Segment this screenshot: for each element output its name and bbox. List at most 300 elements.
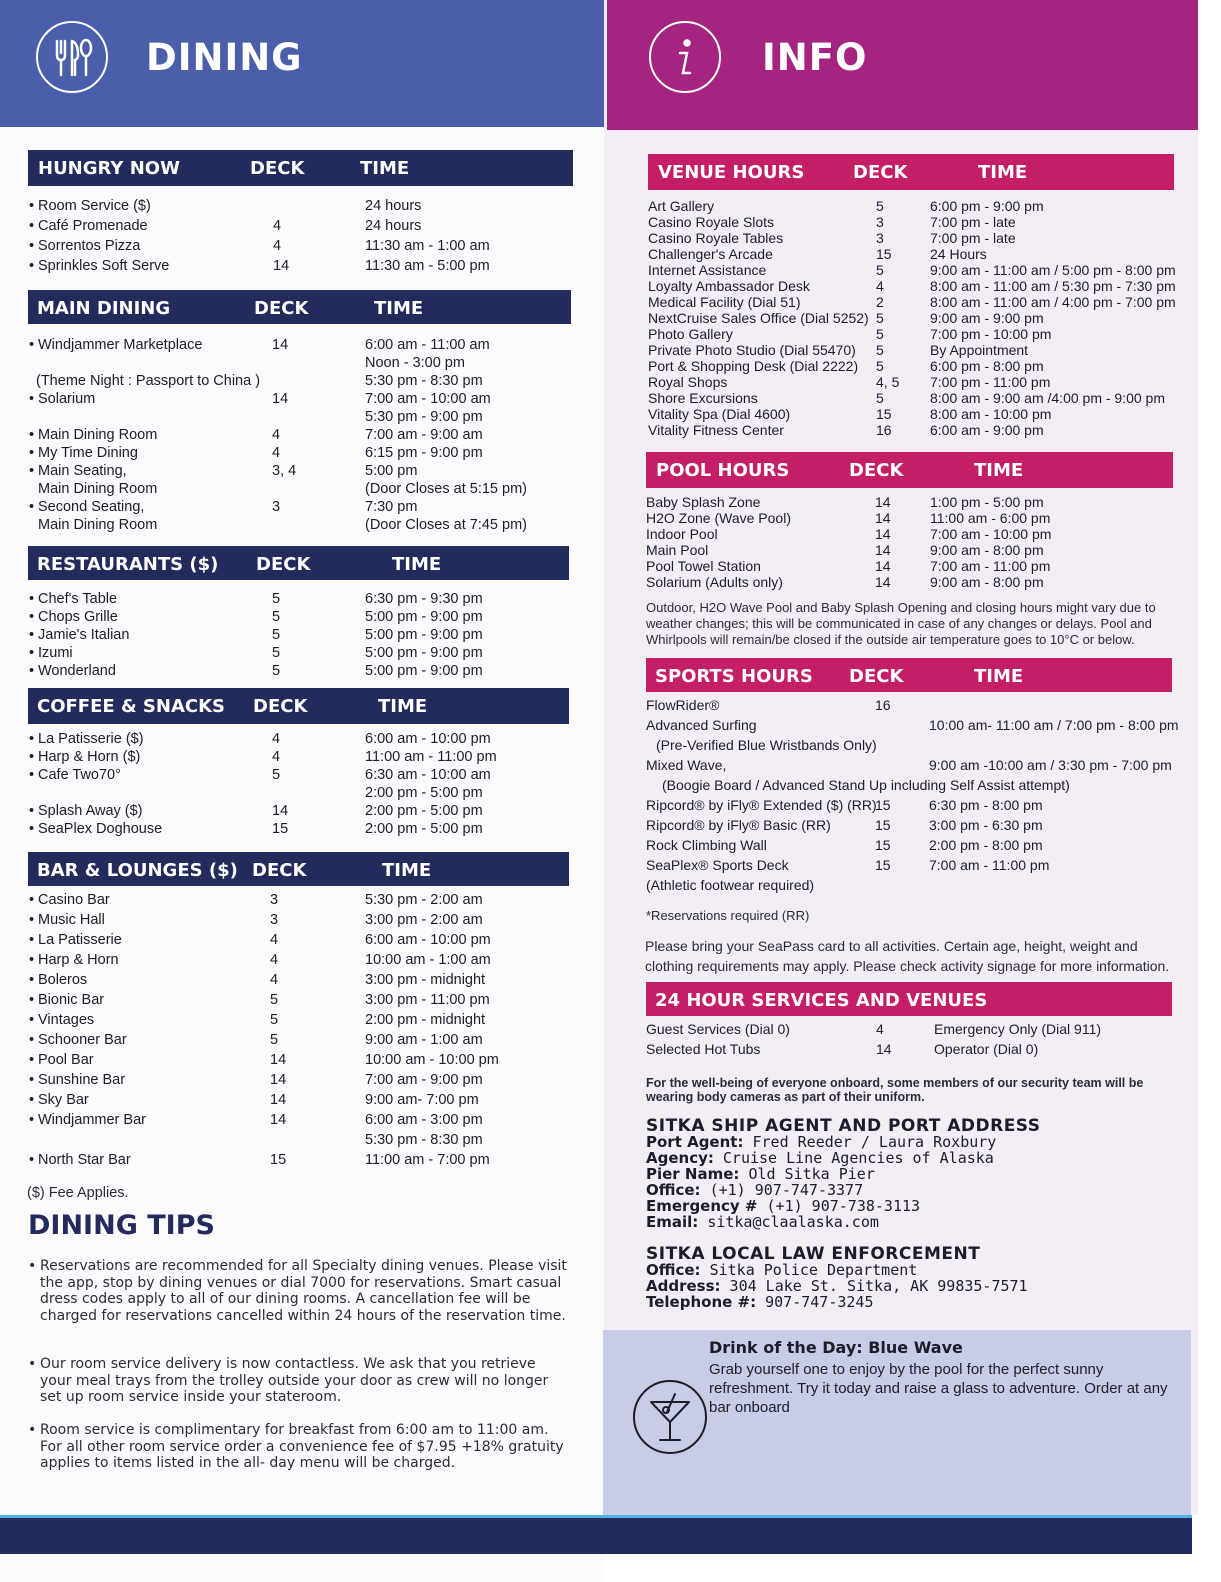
deck-cell: 5 bbox=[272, 663, 281, 679]
time-cell: 6:00 am - 11:00 am bbox=[365, 337, 490, 353]
table-row bbox=[646, 574, 1173, 590]
deck-cell: 4 bbox=[270, 932, 279, 948]
venue-name: Challenger's Arcade bbox=[648, 246, 773, 262]
deck-cell: 3 bbox=[272, 499, 281, 515]
table-row bbox=[646, 796, 1172, 816]
table-row bbox=[28, 1150, 569, 1170]
time-cell: 1:00 pm - 5:00 pm bbox=[930, 494, 1044, 510]
law-value: 907-747-3245 bbox=[765, 1293, 874, 1311]
deck-cell: 14 bbox=[270, 1052, 287, 1068]
time-cell: 10:00 am - 1:00 am bbox=[365, 952, 491, 968]
agent-line bbox=[646, 1134, 1041, 1150]
time-cell: 3:00 pm - 6:30 pm bbox=[929, 817, 1043, 833]
agent-label: Emergency # bbox=[646, 1197, 758, 1215]
time-cell: 6:30 pm - 9:30 pm bbox=[365, 591, 483, 607]
deck-column-header: DECK bbox=[250, 158, 305, 179]
time-cell: 11:30 am - 1:00 am bbox=[365, 238, 490, 254]
agent-value: (+1) 907-738-3113 bbox=[766, 1197, 921, 1215]
bar-lounges-section bbox=[28, 852, 569, 1182]
deck-cell: 5 bbox=[270, 1032, 279, 1048]
deck-cell: 15 bbox=[270, 1152, 287, 1168]
seapass-note: Please bring your SeaPass card to all activities. Certain age, height, weight and clothing requirements may apply. Please check activity signage for more information. bbox=[645, 938, 1170, 974]
deck-column-header: DECK bbox=[254, 298, 309, 319]
table-row bbox=[648, 358, 1174, 374]
table-row bbox=[28, 662, 569, 680]
service-name: Selected Hot Tubs bbox=[646, 1041, 761, 1057]
deck-cell: 4 bbox=[272, 427, 281, 443]
deck-cell: 5 bbox=[272, 645, 281, 661]
law-value: 304 Lake St. Sitka, AK 99835-7571 bbox=[729, 1277, 1028, 1295]
venue-name: • My Time Dining bbox=[38, 444, 138, 462]
venue-name: • Windjammer Bar bbox=[38, 1110, 146, 1130]
main-dining-section bbox=[28, 290, 571, 540]
deck-cell: 5 bbox=[272, 767, 281, 783]
time-cell: 6:30 am - 10:00 am bbox=[365, 767, 491, 783]
table-row bbox=[28, 748, 569, 766]
time-cell: 9:00 am- 7:00 pm bbox=[365, 1092, 479, 1108]
venue-name: • Splash Away ($) bbox=[38, 802, 143, 820]
deck-cell: 14 bbox=[270, 1092, 287, 1108]
venue-name: • Casino Bar bbox=[38, 890, 110, 910]
activity-name: Ripcord® by iFly® Extended ($) (RR) bbox=[646, 797, 877, 813]
drink-title: Drink of the Day: Blue Wave bbox=[709, 1338, 963, 1357]
table-row bbox=[28, 766, 569, 784]
deck-cell: 5 bbox=[270, 1012, 279, 1028]
deck-cell: 5 bbox=[876, 390, 884, 406]
time-cell: 2:00 pm - 8:00 pm bbox=[929, 837, 1043, 853]
time-cell: 6:00 am - 3:00 pm bbox=[365, 1112, 483, 1128]
deck-cell: 4 bbox=[273, 238, 282, 254]
table-row bbox=[28, 408, 571, 426]
time-cell: 3:00 pm - 2:00 am bbox=[365, 912, 483, 928]
deck-column-header: DECK bbox=[849, 460, 904, 481]
table-row bbox=[648, 342, 1174, 358]
deck-cell: 14 bbox=[875, 526, 891, 542]
table-row bbox=[28, 336, 571, 354]
table-row bbox=[648, 230, 1174, 246]
deck-cell: 5 bbox=[876, 262, 884, 278]
time-cell: 5:00 pm bbox=[365, 463, 418, 479]
agent-label: Port Agent: bbox=[646, 1133, 744, 1151]
deck-cell: 15 bbox=[876, 246, 892, 262]
venue-name: Casino Royale Tables bbox=[648, 230, 784, 246]
table-row bbox=[648, 374, 1174, 390]
deck-cell: 14 bbox=[875, 494, 891, 510]
time-cell: 11:00 am - 11:00 pm bbox=[365, 749, 497, 765]
table-row bbox=[28, 626, 569, 644]
table-row bbox=[648, 278, 1174, 294]
dining-banner bbox=[0, 0, 604, 127]
venue-name: • Bionic Bar bbox=[38, 990, 104, 1010]
deck-cell: 14 bbox=[273, 258, 290, 274]
time-cell: 2:00 pm - midnight bbox=[365, 1012, 486, 1028]
venue-name: Art Gallery bbox=[648, 198, 715, 214]
deck-cell: 3, 4 bbox=[272, 463, 297, 479]
venue-name: • Windjammer Marketplace bbox=[38, 336, 202, 354]
time-cell: 3:00 pm - 11:00 pm bbox=[365, 992, 490, 1008]
time-cell: 7:00 am - 10:00 pm bbox=[930, 526, 1052, 542]
service-extra: Emergency Only (Dial 911) bbox=[934, 1021, 1102, 1037]
time-cell: By Appointment bbox=[930, 342, 1029, 358]
activity-note: (Athletic footwear required) bbox=[646, 877, 815, 893]
venue-name: Loyalty Ambassador Desk bbox=[648, 278, 810, 294]
time-cell: 7:00 am - 11:00 pm bbox=[930, 558, 1051, 574]
time-cell: 7:30 pm bbox=[365, 499, 418, 515]
deck-cell: 3 bbox=[270, 912, 279, 928]
table-row bbox=[646, 542, 1173, 558]
table-row bbox=[646, 736, 1172, 756]
table-row bbox=[648, 406, 1174, 422]
agent-line bbox=[646, 1182, 1041, 1198]
activity-note: (Pre-Verified Blue Wristbands Only) bbox=[656, 737, 877, 753]
sports-hours-header bbox=[646, 658, 1172, 692]
venue-name: • Sky Bar bbox=[38, 1090, 89, 1110]
dining-tip: • Our room service delivery is now contactless. We ask that you retrieve your meal trays from the trolley outside your door as crew will no longer set up room service inside your stateroom. bbox=[40, 1356, 570, 1406]
venue-name: • Jamie's Italian bbox=[38, 626, 129, 644]
time-cell: 6:15 pm - 9:00 pm bbox=[365, 445, 483, 461]
time-cell: 9:00 am -10:00 am / 3:30 pm - 7:00 pm bbox=[929, 757, 1172, 773]
dining-tip: • Room service is complimentary for breakfast from 6:00 am to 11:00 am. For all other room service order a convenience fee of $7.95 +18% gratuity applies to items listed in the all- day menu will be charged. bbox=[40, 1422, 570, 1472]
time-cell: 7:00 am - 9:00 pm bbox=[365, 1072, 483, 1088]
time-cell: 24 hours bbox=[365, 198, 422, 214]
deck-cell: 14 bbox=[875, 558, 891, 574]
agent-value: Cruise Line Agencies of Alaska bbox=[722, 1149, 994, 1167]
agent-value: Fred Reeder / Laura Roxbury bbox=[752, 1133, 997, 1151]
venue-name: • Izumi bbox=[38, 644, 73, 662]
table-row bbox=[648, 262, 1174, 278]
deck-cell: 14 bbox=[272, 803, 289, 819]
deck-cell: 4 bbox=[273, 218, 282, 234]
venue-name: Private Photo Studio (Dial 55470) bbox=[648, 342, 856, 358]
deck-cell: 4, 5 bbox=[876, 374, 900, 390]
activity-name: Rock Climbing Wall bbox=[646, 837, 767, 853]
venue-name: H2O Zone (Wave Pool) bbox=[646, 510, 791, 526]
time-cell: 9:00 am - 9:00 pm bbox=[930, 310, 1044, 326]
venue-name: Baby Splash Zone bbox=[646, 494, 761, 510]
deck-cell: 14 bbox=[272, 391, 289, 407]
deck-cell: 14 bbox=[270, 1072, 287, 1088]
venue-name: • Wonderland bbox=[38, 662, 116, 680]
table-row bbox=[646, 776, 1172, 796]
deck-cell: 14 bbox=[876, 1041, 892, 1057]
law-enforcement-title: SITKA LOCAL LAW ENFORCEMENT bbox=[646, 1244, 981, 1264]
deck-cell: 3 bbox=[876, 230, 884, 246]
time-cell: 11:30 am - 5:00 pm bbox=[365, 258, 490, 274]
table-row bbox=[28, 426, 571, 444]
venue-name: • Sorrentos Pizza bbox=[38, 236, 140, 256]
table-row bbox=[28, 390, 571, 408]
table-row bbox=[28, 910, 569, 930]
time-cell: Noon - 3:00 pm bbox=[365, 355, 465, 371]
table-row bbox=[28, 950, 569, 970]
reservations-note: *Reservations required (RR) bbox=[646, 908, 810, 923]
venue-name: • Main Dining Room bbox=[38, 426, 157, 444]
venue-name: Indoor Pool bbox=[646, 526, 718, 542]
venue-name: • Cafe Two70° bbox=[38, 766, 121, 784]
venue-name: • Harp & Horn ($) bbox=[38, 748, 140, 766]
agent-label: Office: bbox=[646, 1181, 701, 1199]
deck-cell: 5 bbox=[272, 609, 281, 625]
venue-name: • Harp & Horn bbox=[38, 950, 119, 970]
deck-cell: 15 bbox=[875, 857, 891, 873]
deck-column-header: DECK bbox=[849, 666, 904, 687]
deck-cell: 4 bbox=[876, 278, 884, 294]
table-row bbox=[28, 990, 569, 1010]
time-column-header: TIME bbox=[374, 298, 424, 319]
table-row bbox=[28, 354, 571, 372]
table-row bbox=[28, 462, 571, 480]
deck-cell: 15 bbox=[272, 821, 289, 837]
table-row bbox=[648, 214, 1174, 230]
deck-column-header: DECK bbox=[253, 696, 308, 717]
table-row bbox=[646, 558, 1173, 574]
table-row bbox=[28, 1090, 569, 1110]
time-column-header: TIME bbox=[978, 162, 1028, 183]
section-heading: POOL HOURS bbox=[656, 460, 790, 481]
table-row bbox=[28, 930, 569, 950]
time-column-header: TIME bbox=[974, 666, 1024, 687]
agent-line bbox=[646, 1198, 1041, 1214]
ship-agent-title: SITKA SHIP AGENT AND PORT ADDRESS bbox=[646, 1116, 1041, 1136]
venue-name: • La Patisserie ($) bbox=[38, 730, 144, 748]
services-section bbox=[646, 982, 1172, 1062]
time-cell: 10:00 am- 11:00 am / 7:00 pm - 8:00 pm bbox=[929, 717, 1179, 733]
table-row bbox=[28, 216, 573, 236]
services-header bbox=[646, 982, 1172, 1016]
venue-name: Main Pool bbox=[646, 542, 709, 558]
hungry-now-section bbox=[28, 150, 573, 290]
agent-label: Agency: bbox=[646, 1149, 714, 1167]
time-column-header: TIME bbox=[974, 460, 1024, 481]
venue-name: • Second Seating, bbox=[38, 498, 144, 516]
drink-of-the-day bbox=[603, 1330, 1191, 1516]
pool-weather-note: Outdoor, H2O Wave Pool and Baby Splash Opening and closing hours might vary due to weather changes; this will be communicated in case of any changes or delays. Pool and Whirlpools will remain/be closed if the outside air temperature goes to 10°C or below. bbox=[646, 600, 1156, 647]
table-row bbox=[646, 510, 1173, 526]
venue-name: • Solarium bbox=[38, 390, 95, 408]
law-value: Sitka Police Department bbox=[709, 1261, 918, 1279]
venue-name: NextCruise Sales Office (Dial 5252) bbox=[648, 310, 869, 326]
activity-name: Advanced Surfing bbox=[646, 717, 757, 733]
time-cell: 6:00 am - 9:00 pm bbox=[930, 422, 1044, 438]
time-cell: 9:00 am - 1:00 am bbox=[365, 1032, 483, 1048]
time-cell: 5:00 pm - 9:00 pm bbox=[365, 645, 483, 661]
time-cell: 2:00 pm - 5:00 pm bbox=[365, 803, 483, 819]
agent-email[interactable]: sitka@claalaska.com bbox=[707, 1213, 879, 1231]
time-cell: 6:30 pm - 8:00 pm bbox=[929, 797, 1043, 813]
deck-cell: 3 bbox=[876, 214, 884, 230]
table-row bbox=[28, 1110, 569, 1130]
agent-label: Email: bbox=[646, 1213, 699, 1231]
time-cell: 7:00 am - 9:00 am bbox=[365, 427, 483, 443]
time-cell: 24 hours bbox=[365, 218, 422, 234]
time-cell: 7:00 pm - 10:00 pm bbox=[930, 326, 1052, 342]
venue-name: • Boleros bbox=[38, 970, 87, 990]
table-row bbox=[28, 1030, 569, 1050]
table-row bbox=[648, 198, 1174, 214]
footer-bar bbox=[0, 1518, 1192, 1554]
section-heading: SPORTS HOURS bbox=[655, 666, 813, 687]
deck-column-header: DECK bbox=[853, 162, 908, 183]
time-cell: 9:00 am - 8:00 pm bbox=[930, 542, 1044, 558]
time-cell: 2:00 pm - 5:00 pm bbox=[365, 821, 483, 837]
agent-value: (+1) 907-747-3377 bbox=[709, 1181, 864, 1199]
deck-cell: 5 bbox=[270, 992, 279, 1008]
venue-name: Port & Shopping Desk (Dial 2222) bbox=[648, 358, 859, 374]
table-row bbox=[648, 310, 1174, 326]
time-cell: 11:00 am - 6:00 pm bbox=[930, 510, 1051, 526]
venue-name: • Music Hall bbox=[38, 910, 105, 930]
deck-cell: 14 bbox=[270, 1112, 287, 1128]
table-row bbox=[28, 820, 569, 838]
time-cell: (Door Closes at 7:45 pm) bbox=[365, 517, 527, 533]
table-row bbox=[648, 422, 1174, 438]
venue-name: • Café Promenade bbox=[38, 216, 148, 236]
table-row bbox=[646, 856, 1172, 876]
deck-cell: 4 bbox=[272, 445, 281, 461]
time-column-header: TIME bbox=[392, 554, 442, 575]
deck-cell: 16 bbox=[876, 422, 892, 438]
venue-name: • Chef's Table bbox=[38, 590, 117, 608]
deck-cell: 14 bbox=[875, 542, 891, 558]
table-row bbox=[28, 196, 573, 216]
time-cell: 5:30 pm - 8:30 pm bbox=[365, 373, 483, 389]
venue-note: (Theme Night : Passport to China ) bbox=[36, 373, 261, 389]
time-column-header: TIME bbox=[360, 158, 410, 179]
service-extra: Operator (Dial 0) bbox=[934, 1041, 1039, 1057]
venue-name: Internet Assistance bbox=[648, 262, 767, 278]
table-row bbox=[648, 390, 1174, 406]
time-cell: 8:00 am - 11:00 am / 5:30 pm - 7:30 pm bbox=[930, 278, 1176, 294]
section-heading: COFFEE & SNACKS bbox=[37, 696, 226, 717]
dining-tip: • Reservations are recommended for all Specialty dining venues. Please visit the app, stop by dining venues or dial 7000 for reservations. Smart casual dress codes apply to all of our dining rooms. A cancellation fee will be charged for reservations cancelled within 24 hours of the reservation time. bbox=[40, 1258, 570, 1324]
cocktail-glass-icon bbox=[633, 1380, 707, 1454]
venue-name: Solarium (Adults only) bbox=[646, 574, 783, 590]
deck-cell: 14 bbox=[875, 574, 891, 590]
law-enforcement-block bbox=[646, 1246, 1028, 1310]
time-cell: 8:00 am - 9:00 am /4:00 pm - 9:00 pm bbox=[930, 390, 1166, 406]
time-cell: 5:30 pm - 8:30 pm bbox=[365, 1132, 483, 1148]
table-row bbox=[28, 608, 569, 626]
activity-name: SeaPlex® Sports Deck bbox=[646, 857, 789, 873]
time-column-header: TIME bbox=[378, 696, 428, 717]
deck-cell: 5 bbox=[876, 198, 884, 214]
restaurants-header bbox=[28, 546, 569, 580]
time-cell: 6:00 am - 10:00 pm bbox=[365, 731, 491, 747]
deck-cell: 5 bbox=[876, 358, 884, 374]
info-banner bbox=[607, 0, 1198, 130]
service-name: Guest Services (Dial 0) bbox=[646, 1021, 790, 1037]
info-icon bbox=[649, 21, 721, 93]
time-cell: 7:00 pm - 11:00 pm bbox=[930, 374, 1051, 390]
venue-name: Vitality Fitness Center bbox=[648, 422, 784, 438]
activity-note: (Boogie Board / Advanced Stand Up including Self Assist attempt) bbox=[662, 777, 1070, 793]
table-row bbox=[648, 294, 1174, 310]
sports-hours-section bbox=[646, 658, 1179, 908]
venue-name: Pool Towel Station bbox=[646, 558, 761, 574]
utensils-icon bbox=[36, 21, 108, 93]
venue-hours-section bbox=[648, 154, 1174, 446]
table-row bbox=[28, 1050, 569, 1070]
deck-cell: 15 bbox=[875, 817, 891, 833]
agent-line bbox=[646, 1150, 1041, 1166]
time-cell: 8:00 am - 10:00 pm bbox=[930, 406, 1052, 422]
security-note: For the well-being of everyone onboard, some members of our security team will be wearing body cameras as part of their uniform. bbox=[646, 1076, 1144, 1104]
law-line bbox=[646, 1294, 1028, 1310]
time-cell: 6:00 pm - 8:00 pm bbox=[930, 358, 1044, 374]
venue-name: • Sprinkles Soft Serve bbox=[38, 256, 169, 276]
table-row bbox=[646, 1040, 1172, 1060]
activity-name: Mixed Wave, bbox=[646, 757, 727, 773]
deck-cell: 14 bbox=[875, 510, 891, 526]
table-row bbox=[646, 836, 1172, 856]
time-cell: 7:00 am - 11:00 pm bbox=[929, 857, 1050, 873]
table-row bbox=[28, 480, 571, 498]
section-heading: HUNGRY NOW bbox=[38, 158, 180, 179]
info-title: INFO bbox=[762, 36, 868, 79]
time-cell: 9:00 am - 8:00 pm bbox=[930, 574, 1044, 590]
table-row bbox=[648, 326, 1174, 342]
time-cell: 7:00 pm - late bbox=[930, 214, 1016, 230]
deck-cell: 4 bbox=[270, 952, 279, 968]
agent-value: Old Sitka Pier bbox=[748, 1165, 875, 1183]
table-row bbox=[28, 498, 571, 516]
venue-name: • North Star Bar bbox=[38, 1150, 131, 1170]
table-row bbox=[646, 716, 1179, 736]
deck-cell: 5 bbox=[272, 591, 281, 607]
deck-column-header: DECK bbox=[256, 554, 311, 575]
venue-name: • SeaPlex Doghouse bbox=[38, 820, 162, 838]
law-line bbox=[646, 1262, 1028, 1278]
venue-name: • Room Service ($) bbox=[38, 196, 151, 216]
fee-note: ($) Fee Applies. bbox=[27, 1185, 129, 1201]
deck-cell: 15 bbox=[875, 837, 891, 853]
table-row bbox=[28, 970, 569, 990]
activity-name: FlowRider® bbox=[646, 697, 720, 713]
deck-cell: 5 bbox=[876, 310, 884, 326]
table-row bbox=[646, 876, 1172, 896]
coffee-snacks-header bbox=[28, 688, 569, 724]
time-cell: 7:00 am - 10:00 am bbox=[365, 391, 491, 407]
agent-line bbox=[646, 1214, 1041, 1230]
dining-title: DINING bbox=[146, 36, 303, 79]
table-row bbox=[28, 256, 573, 276]
time-cell: 5:00 pm - 9:00 pm bbox=[365, 663, 483, 679]
section-heading: BAR & LOUNGES ($) bbox=[37, 860, 238, 881]
deck-cell: 14 bbox=[272, 337, 289, 353]
coffee-snacks-section bbox=[28, 688, 569, 848]
venue-name: Photo Gallery bbox=[648, 326, 733, 342]
deck-cell: 5 bbox=[876, 326, 884, 342]
pool-hours-section bbox=[646, 452, 1173, 592]
table-row bbox=[28, 1010, 569, 1030]
time-column-header: TIME bbox=[382, 860, 432, 881]
deck-cell: 2 bbox=[876, 294, 884, 310]
venue-name: • La Patisserie bbox=[38, 930, 122, 950]
table-row bbox=[28, 784, 569, 802]
table-row bbox=[28, 644, 569, 662]
venue-name: Main Dining Room bbox=[38, 517, 158, 533]
table-row bbox=[28, 802, 569, 820]
table-row bbox=[28, 890, 569, 910]
table-row bbox=[28, 444, 571, 462]
deck-cell: 5 bbox=[876, 342, 884, 358]
table-row bbox=[28, 590, 569, 608]
deck-cell: 4 bbox=[876, 1021, 884, 1037]
time-cell: 10:00 am - 10:00 pm bbox=[365, 1052, 499, 1068]
table-row bbox=[28, 236, 573, 256]
table-row bbox=[646, 756, 1172, 776]
pool-hours-header bbox=[646, 452, 1173, 488]
